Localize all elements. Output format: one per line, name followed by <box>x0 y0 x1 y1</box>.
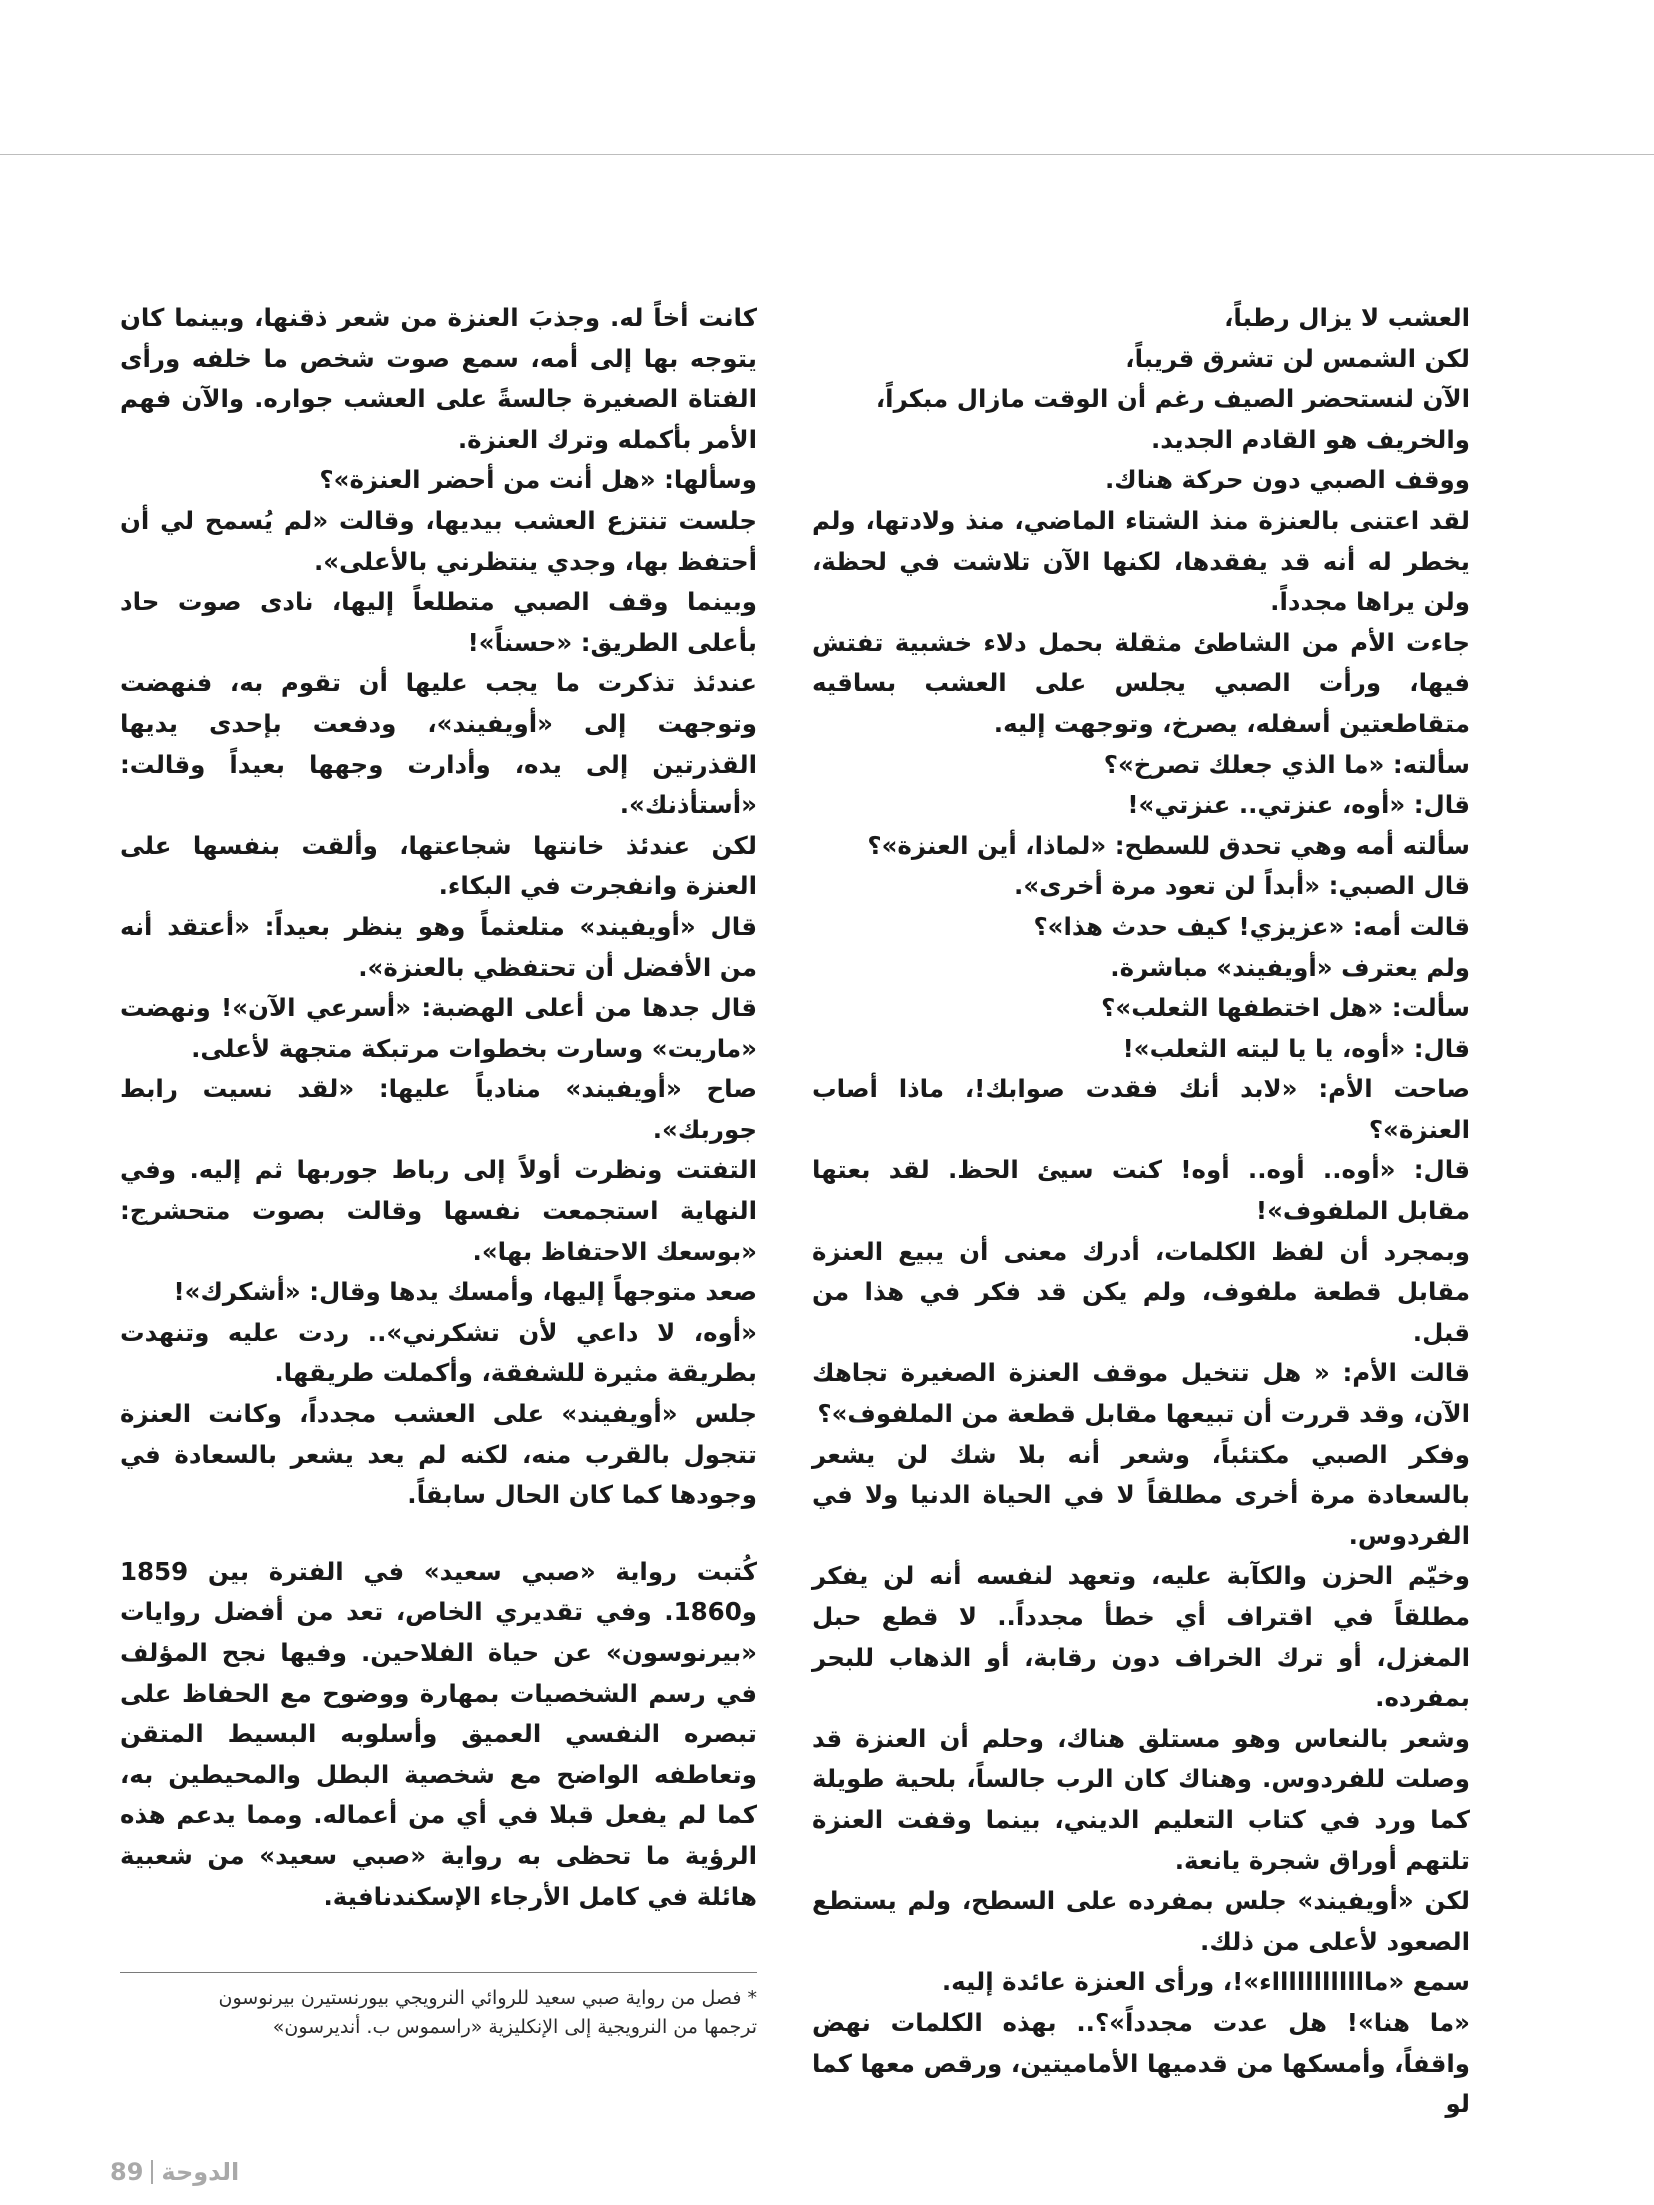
paragraph: لكن «أويفيند» جلس بمفرده على السطح، ولم يستطع الصعود لأعلى من ذلك. <box>812 1886 1470 1956</box>
paragraph: قالت الأم: « هل تتخيل موقف العنزة الصغيرة تجاهك الآن، وقد قررت أن تبيعها مقابل قطعة من الملفوف»؟ <box>812 1358 1470 1429</box>
paragraph: الآن لنستحضر الصيف رغم أن الوقت مازال مبكراً، <box>875 384 1470 414</box>
paragraph: سألته: «ما الذي جعلك تصرخ»؟ <box>1103 749 1470 779</box>
paragraph: ووقف الصبي دون حركة هناك. <box>1105 465 1470 495</box>
paragraph: التفتت ونظرت أولاً إلى رباط جوربها ثم إليه. وفي النهاية استجمعت نفسها وقالت بصوت متحشرج: «بوسعك الاحتفاظ بها». <box>120 1155 757 1266</box>
article-column-left <box>120 298 757 1917</box>
paragraph: وشعر بالنعاس وهو مستلق هناك، وحلم أن العنزة قد وصلت للفردوس. وهناك كان الرب جالساً، بلحية طويلة كما ورد في كتاب التعليم الديني، بينما وقفت العنزة تلتهم أوراق شجرة يانعة. <box>812 1723 1470 1875</box>
author-blurb: كُتبت رواية «صبي سعيد» في الفترة بين 1859 و1860. وفي تقديري الخاص، تعد من أفضل روايات «بيرنوسون» عن حياة الفلاحين. وفيها نجح المؤلف في رسم الشخصيات بمهارة ووضوح مع الحفاظ على تبصره النفسي العميق وأسلوبه البسيط المتقن وتعاطفه الواضح مع شخصية البطل والمحيطين به، كما لم يفعل قبلا في أي من أعماله. ومما يدعم هذه الرؤية ما تحظى به رواية «صبي سعيد» من شعبية هائلة في كامل الأرجاء الإسكندنافية. <box>120 1556 757 1911</box>
paragraph: قال: «أوه، يا يا ليته الثعلب»! <box>1122 1033 1470 1063</box>
footnote-line: * فصل من رواية صبي سعيد للروائي النرويجي بيورنستيرن بيرنوسون <box>218 1987 757 2009</box>
paragraph: صاح «أويفيند» منادياً عليها: «لقد نسيت رابط جوربك». <box>120 1074 757 1144</box>
paragraph: وسألها: «هل أنت من أحضر العنزة»؟ <box>319 465 757 495</box>
paragraph: قال جدها من أعلى الهضبة: «أسرعي الآن»! ونهضت «ماريت» وسارت بخطوات مرتبكة متجهة لأعلى. <box>120 993 757 1063</box>
paragraph: وبمجرد أن لفظ الكلمات، أدرك معنى أن يبيع العنزة مقابل قطعة ملفوف، ولم يكن قد فكر في هذا من قبل. <box>812 1236 1470 1347</box>
paragraph: جلست تنتزع العشب بيديها، وقالت «لم يُسمح لي أن أحتفظ بها، وجدي ينتظرني بالأعلى». <box>120 505 757 576</box>
paragraph: صاحت الأم: «لابد أنك فقدت صوابك!، ماذا أصاب العنزة»؟ <box>812 1074 1470 1144</box>
paragraph: جلس «أويفيند» على العشب مجدداً، وكانت العنزة تتجول بالقرب منه، لكنه لم يعد يشعر بالسعادة في وجودها كما كان الحال سابقاً. <box>120 1399 757 1510</box>
header-rule <box>0 154 1654 155</box>
page-number: 89 <box>110 2158 144 2186</box>
paragraph: لكن عندئذ خانتها شجاعتها، وألقت بنفسها على العنزة وانفجرت في البكاء. <box>120 830 757 901</box>
page-folio <box>110 2158 239 2186</box>
paragraph: «ما هنا»! هل عدت مجدداً»؟.. بهذه الكلمات نهض واقفاً، وأمسكها من قدميها الأماميتين، ورقص معها كما لو <box>812 2007 1470 2119</box>
footnote-rule <box>120 1972 757 1973</box>
paragraph: وخيّم الحزن والكآبة عليه، وتعهد لنفسه أنه لن يفكر مطلقاً في اقتراف أي خطأ مجدداً.. لا قطع حبل المغزل، أو ترك الخراف دون رقابة، أو الذهاب للبحر بمفرده. <box>812 1561 1470 1713</box>
paragraph: لقد اعتنى بالعنزة منذ الشتاء الماضي، منذ ولادتها، ولم يخطر له أنه قد يفقدها، لكنها الآن تلاشت في لحظة، ولن يراها مجدداً. <box>812 505 1470 617</box>
footnote-line: ترجمها من النرويجية إلى الإنكليزية «راسموس ب. أنديرسون» <box>272 2016 757 2038</box>
paragraph: لكن الشمس لن تشرق قريباً، <box>1125 343 1470 373</box>
footnote <box>120 1984 757 2042</box>
paragraph: قال: «أوه.. أوه.. أوه! كنت سيئ الحظ. لقد بعتها مقابل الملفوف»! <box>812 1155 1470 1226</box>
paragraph: عندئذ تذكرت ما يجب عليها أن تقوم به، فنهضت وتوجهت إلى «أويفيند»، ودفعت بإحدى يديها القذرتين إلى يده، وأدارت وجهها بعيداً وقالت: «أستأذنك». <box>120 668 757 820</box>
paragraph: ولم يعترف «أويفيند» مباشرة. <box>1110 952 1470 982</box>
paragraph: وفكر الصبي مكتئباً، وشعر أنه بلا شك لن يشعر بالسعادة مرة أخرى مطلقاً لا في الحياة الدنيا ولا في الفردوس. <box>812 1439 1470 1550</box>
paragraph: سمع «مااااااااااااء»!، ورأى العنزة عائدة إليه. <box>941 1967 1470 1997</box>
paragraph: قال: «أوه، عنزتي.. عنزتي»! <box>1127 790 1470 820</box>
paragraph: والخريف هو القادم الجديد. <box>1150 424 1470 454</box>
paragraph: جاءت الأم من الشاطئ مثقلة بحمل دلاء خشبية تفتش فيها، ورأت الصبي يجلس على العشب بساقيه متقاطعتين أسفله، يصرخ، وتوجهت إليه. <box>812 627 1470 738</box>
article-column-right <box>812 298 1470 2125</box>
magazine-name: الدوحة <box>161 2158 240 2186</box>
folio-divider <box>151 2160 153 2184</box>
paragraph: قال «أويفيند» متلعثماً وهو ينظر بعيداً: «أعتقد أنه من الأفضل أن تحتفظي بالعنزة». <box>120 911 757 982</box>
paragraph: «أوه، لا داعي لأن تشكرني».. ردت عليه وتنهدت بطريقة مثيرة للشفقة، وأكملت طريقها. <box>120 1317 757 1388</box>
paragraph: سألته أمه وهي تحدق للسطح: «لماذا، أين العنزة»؟ <box>867 830 1470 860</box>
paragraph: العشب لا يزال رطباً، <box>1224 303 1470 332</box>
paragraph: سألت: «هل اختطفها الثعلب»؟ <box>1101 993 1470 1023</box>
paragraph: قالت أمه: «عزيزي! كيف حدث هذا»؟ <box>1033 911 1470 941</box>
paragraph: كانت أخاً له. وجذبَ العنزة من شعر ذقنها، وبينما كان يتوجه بها إلى أمه، سمع صوت شخص ما خلفه ورأى الفتاة الصغيرة جالسةً على العشب جواره. والآن فهم الأمر بأكمله وترك العنزة. <box>120 303 757 454</box>
paragraph: وبينما وقف الصبي متطلعاً إليها، نادى صوت حاد بأعلى الطريق: «حسناً»! <box>120 587 757 657</box>
paragraph: قال الصبي: «أبداً لن تعود مرة أخرى». <box>1014 871 1470 901</box>
paragraph: صعد متوجهاً إليها، وأمسك يدها وقال: «أشكرك»! <box>173 1277 757 1307</box>
